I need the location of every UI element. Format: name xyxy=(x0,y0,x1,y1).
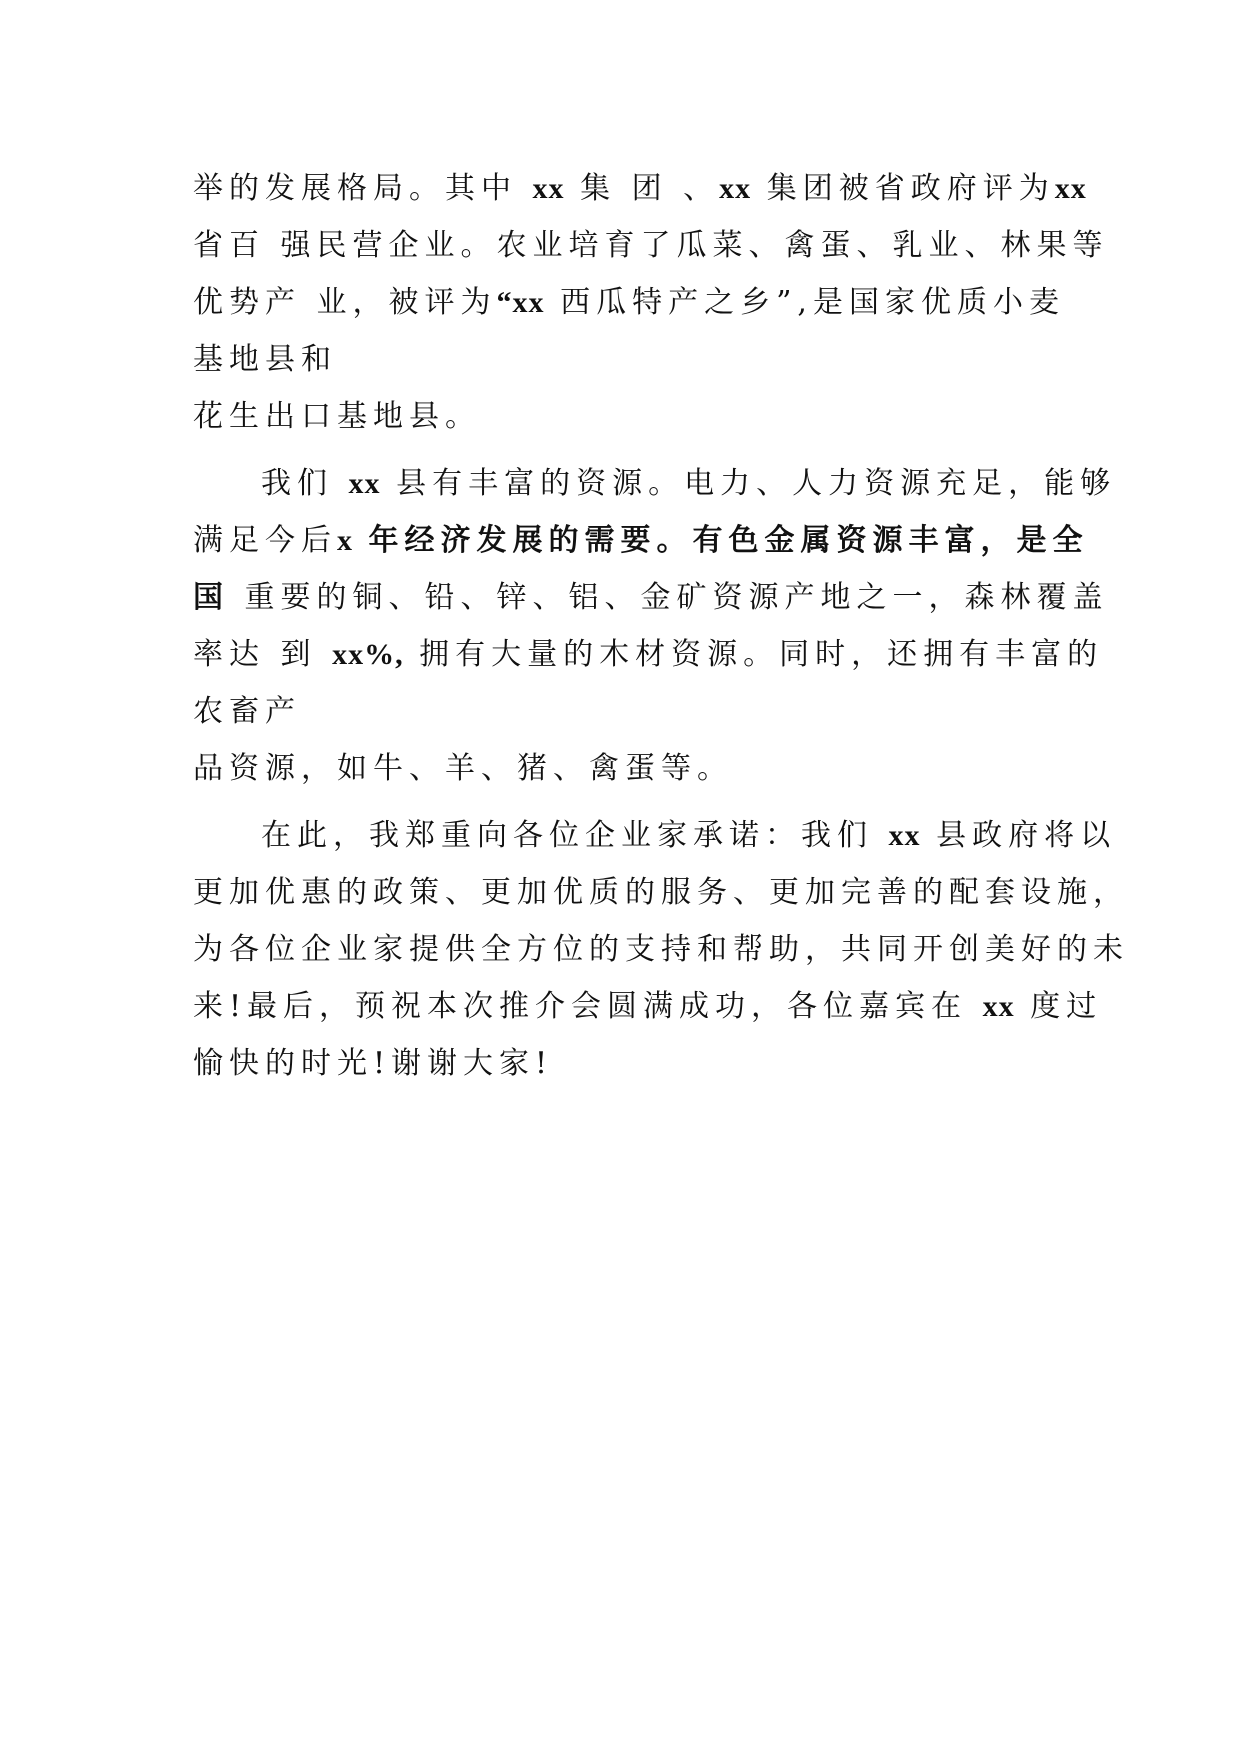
text-run: 率达 到 xyxy=(193,637,333,672)
text-run: 西瓜特产之乡”,是国家优质小麦 xyxy=(544,285,1065,320)
text-line xyxy=(193,740,1063,797)
bold-run: 年经济发展的需要。有色金属资源丰富，是全 xyxy=(368,523,1089,558)
text-run: 来!最后，预祝本次推介会圆满成功，各位嘉宾在 xyxy=(193,989,983,1024)
text-run: 县有丰富的资源。电力、人力资源充足，能够 xyxy=(380,466,1117,501)
text-run: 为各位企业家提供全方位的支持和帮助，共同开创美好的未 xyxy=(193,932,1129,967)
bold-run: xx xyxy=(532,172,565,205)
text-run: 品资源，如牛、羊、猪、禽蛋等。 xyxy=(193,751,733,786)
bold-run: xx xyxy=(719,172,752,205)
text-line xyxy=(193,160,1087,217)
text-run: 集团被省政府评为 xyxy=(751,171,1055,206)
bold-run: xx xyxy=(888,819,921,852)
bold-run: xx xyxy=(982,990,1015,1023)
text-line xyxy=(193,388,1063,445)
bold-run: x xyxy=(337,524,353,557)
text-run: 我们 xyxy=(261,466,349,501)
text-run: 优势产 业，被评为 xyxy=(193,285,497,320)
text-run: 重要的铜、铅、锌、铝、金矿资源产地之一，森林覆盖 xyxy=(229,580,1109,615)
text-run: 愉快的时光!谢谢大家! xyxy=(193,1046,554,1081)
text-line xyxy=(193,683,1063,740)
text-line xyxy=(193,217,1109,274)
text-line xyxy=(193,274,1063,331)
document-body xyxy=(193,160,1129,1092)
bold-run: xx xyxy=(348,467,381,500)
bold-run: 国 xyxy=(193,580,229,615)
text-line xyxy=(193,455,1117,512)
text-run xyxy=(353,523,369,558)
text-run: 拥有大量的木材资源。同时，还拥有丰富的 xyxy=(403,637,1104,672)
paragraph-commitment xyxy=(193,807,1129,1092)
paragraph-resources xyxy=(193,455,1117,797)
paragraph-development xyxy=(193,160,1109,445)
text-line xyxy=(193,626,1104,683)
text-line xyxy=(193,864,1129,921)
text-run: 举的发展格局。其中 xyxy=(193,171,533,206)
text-line xyxy=(193,512,1089,569)
text-run: 省百 强民营企业。农业培育了瓜菜、禽蛋、乳业、林果等 xyxy=(193,228,1109,263)
text-run: 基地县和 xyxy=(193,342,337,377)
text-line xyxy=(193,807,1117,864)
text-line xyxy=(193,1035,1063,1092)
text-line xyxy=(193,978,1103,1035)
text-run: 农畜产 xyxy=(193,694,301,729)
text-run: 在此，我郑重向各位企业家承诺：我们 xyxy=(261,818,889,853)
bold-run: xx xyxy=(1054,172,1087,205)
text-run: 花生出口基地县。 xyxy=(193,399,481,434)
text-run: 满足今后 xyxy=(193,523,337,558)
text-run: 更加优惠的政策、更加优质的服务、更加完善的配套设施， xyxy=(193,875,1129,910)
text-line xyxy=(193,569,1109,626)
text-run: 度过 xyxy=(1014,989,1103,1024)
text-run: 集 团 、 xyxy=(564,171,720,206)
bold-run: “xx xyxy=(496,286,545,319)
text-line xyxy=(193,921,1129,978)
text-run: 县政府将以 xyxy=(920,818,1117,853)
bold-run: xx%, xyxy=(332,638,404,671)
text-line xyxy=(193,331,1063,388)
